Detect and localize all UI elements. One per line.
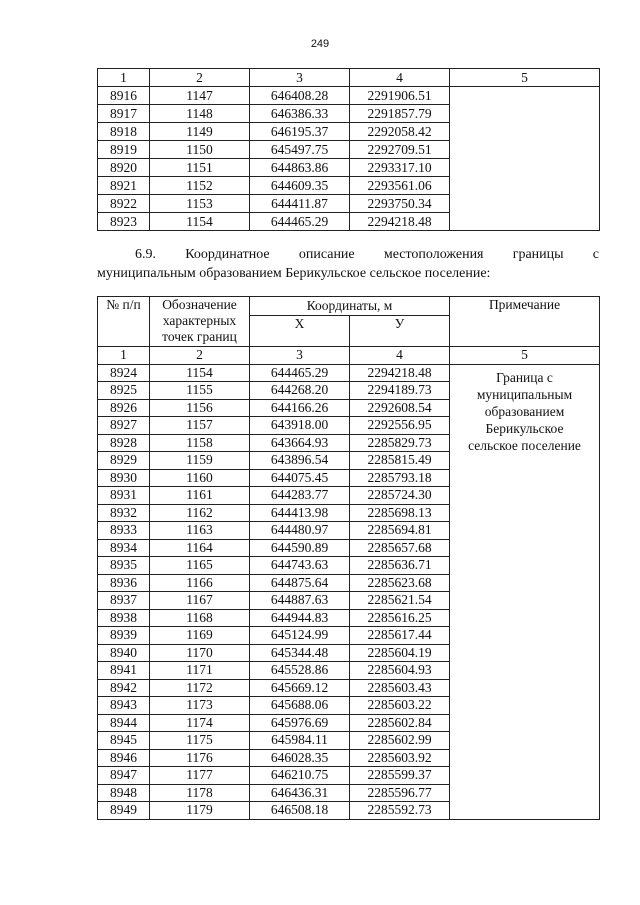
row-number: 8924	[98, 364, 150, 382]
row-number: 8938	[98, 609, 150, 627]
coord-x: 645528.86	[250, 662, 350, 680]
row-number: 8921	[98, 177, 150, 195]
coord-y: 2293561.06	[350, 177, 450, 195]
header-note: Примечание	[450, 297, 600, 347]
point-designation: 1174	[150, 714, 250, 732]
row-number: 8930	[98, 469, 150, 487]
coord-y: 2285621.54	[350, 592, 450, 610]
column-number: 1	[98, 347, 150, 365]
coordinates-table	[97, 296, 600, 820]
note-text: Граница с муниципальным образованием Берикульское сельское поселение	[450, 364, 600, 819]
row-number: 8941	[98, 662, 150, 680]
row-number: 8948	[98, 784, 150, 802]
point-designation: 1172	[150, 679, 250, 697]
point-designation: 1177	[150, 767, 250, 785]
point-designation: 1176	[150, 749, 250, 767]
coord-x: 645124.99	[250, 627, 350, 645]
row-number: 8937	[98, 592, 150, 610]
coord-y: 2292058.42	[350, 123, 450, 141]
point-designation: 1147	[150, 87, 250, 105]
point-designation: 1179	[150, 802, 250, 820]
row-number: 8932	[98, 504, 150, 522]
coord-x: 645669.12	[250, 679, 350, 697]
coord-x: 643918.00	[250, 417, 350, 435]
point-designation: 1148	[150, 105, 250, 123]
coord-x: 644480.97	[250, 522, 350, 540]
row-number: 8947	[98, 767, 150, 785]
coord-y: 2285657.68	[350, 539, 450, 557]
coord-y: 2291906.51	[350, 87, 450, 105]
row-number: 8935	[98, 557, 150, 575]
coord-x: 644166.26	[250, 399, 350, 417]
point-designation: 1151	[150, 159, 250, 177]
row-number: 8936	[98, 574, 150, 592]
row-number: 8940	[98, 644, 150, 662]
heading-word: 6.9.	[135, 247, 156, 262]
row-number: 8923	[98, 213, 150, 231]
point-designation: 1161	[150, 487, 250, 505]
coord-x: 643896.54	[250, 452, 350, 470]
coord-x: 644609.35	[250, 177, 350, 195]
coordinates-table-continuation	[97, 68, 600, 231]
coord-y: 2285724.30	[350, 487, 450, 505]
row-number: 8926	[98, 399, 150, 417]
coord-y: 2294218.48	[350, 364, 450, 382]
coord-y: 2285603.92	[350, 749, 450, 767]
row-number: 8927	[98, 417, 150, 435]
coord-y: 2285596.77	[350, 784, 450, 802]
point-designation: 1150	[150, 141, 250, 159]
column-number: 2	[150, 69, 250, 87]
section-heading-line2: муниципальным образованием Берикульское сельское поселение:	[97, 266, 491, 281]
page-number: 249	[310, 38, 330, 50]
coord-y: 2285616.25	[350, 609, 450, 627]
row-number: 8934	[98, 539, 150, 557]
heading-word: описание	[298, 247, 355, 262]
point-designation: 1157	[150, 417, 250, 435]
coord-y: 2292556.95	[350, 417, 450, 435]
table-row	[98, 87, 600, 105]
row-number: 8945	[98, 732, 150, 750]
coord-x: 644465.29	[250, 213, 350, 231]
row-number: 8920	[98, 159, 150, 177]
coord-y: 2285623.68	[350, 574, 450, 592]
column-number-row	[98, 347, 600, 365]
coord-x: 644413.98	[250, 504, 350, 522]
coord-x: 646195.37	[250, 123, 350, 141]
header-x: X	[250, 316, 350, 347]
point-designation: 1152	[150, 177, 250, 195]
coord-x: 643664.93	[250, 434, 350, 452]
note-cell	[450, 87, 600, 231]
point-designation: 1158	[150, 434, 250, 452]
row-number: 8917	[98, 105, 150, 123]
row-number: 8919	[98, 141, 150, 159]
row-number: 8942	[98, 679, 150, 697]
header-y: У	[350, 316, 450, 347]
row-number: 8928	[98, 434, 150, 452]
column-number: 3	[250, 69, 350, 87]
coord-y: 2285636.71	[350, 557, 450, 575]
row-number: 8933	[98, 522, 150, 540]
coord-y: 2285602.99	[350, 732, 450, 750]
coord-x: 644887.63	[250, 592, 350, 610]
header-num: № п/п	[98, 297, 150, 347]
row-number: 8944	[98, 714, 150, 732]
coord-x: 645984.11	[250, 732, 350, 750]
point-designation: 1178	[150, 784, 250, 802]
header-coordinates: Координаты, м	[250, 297, 450, 316]
coord-x: 646210.75	[250, 767, 350, 785]
row-number: 8929	[98, 452, 150, 470]
coord-x: 644268.20	[250, 382, 350, 400]
column-number: 2	[150, 347, 250, 365]
heading-word: границы	[512, 247, 564, 262]
column-number: 4	[350, 69, 450, 87]
heading-word: Координатное	[185, 247, 270, 262]
coord-x: 646028.35	[250, 749, 350, 767]
coord-x: 644283.77	[250, 487, 350, 505]
point-designation: 1171	[150, 662, 250, 680]
heading-word: с	[592, 247, 599, 262]
point-designation: 1153	[150, 195, 250, 213]
column-number: 1	[98, 69, 150, 87]
row-number: 8931	[98, 487, 150, 505]
coord-x: 644743.63	[250, 557, 350, 575]
coord-x: 644875.64	[250, 574, 350, 592]
coord-y: 2285602.84	[350, 714, 450, 732]
coord-y: 2292608.54	[350, 399, 450, 417]
coord-x: 644411.87	[250, 195, 350, 213]
point-designation: 1159	[150, 452, 250, 470]
coord-x: 645688.06	[250, 697, 350, 715]
coord-x: 646508.18	[250, 802, 350, 820]
coord-y: 2285592.73	[350, 802, 450, 820]
coord-y: 2285694.81	[350, 522, 450, 540]
section-heading	[97, 245, 599, 283]
coord-y: 2285829.73	[350, 434, 450, 452]
row-number: 8918	[98, 123, 150, 141]
coord-y: 2285603.22	[350, 697, 450, 715]
coord-x: 644590.89	[250, 539, 350, 557]
point-designation: 1169	[150, 627, 250, 645]
coord-y: 2285793.18	[350, 469, 450, 487]
coord-y: 2293317.10	[350, 159, 450, 177]
row-number: 8916	[98, 87, 150, 105]
coord-y: 2285815.49	[350, 452, 450, 470]
point-designation: 1162	[150, 504, 250, 522]
column-number: 5	[450, 69, 600, 87]
coord-y: 2292709.51	[350, 141, 450, 159]
point-designation: 1167	[150, 592, 250, 610]
row-number: 8922	[98, 195, 150, 213]
table-row	[98, 364, 600, 382]
column-number: 5	[450, 347, 600, 365]
point-designation: 1166	[150, 574, 250, 592]
point-designation: 1175	[150, 732, 250, 750]
coord-y: 2294189.73	[350, 382, 450, 400]
coord-x: 646408.28	[250, 87, 350, 105]
point-designation: 1165	[150, 557, 250, 575]
coord-y: 2285599.37	[350, 767, 450, 785]
coord-y: 2291857.79	[350, 105, 450, 123]
coord-x: 644075.45	[250, 469, 350, 487]
point-designation: 1155	[150, 382, 250, 400]
column-number: 4	[350, 347, 450, 365]
coord-x: 645976.69	[250, 714, 350, 732]
coord-y: 2293750.34	[350, 195, 450, 213]
coord-y: 2285698.13	[350, 504, 450, 522]
header-designation: Обозначение характерных точек границ	[150, 297, 250, 347]
row-number: 8939	[98, 627, 150, 645]
coord-x: 645497.75	[250, 141, 350, 159]
point-designation: 1173	[150, 697, 250, 715]
point-designation: 1163	[150, 522, 250, 540]
column-number: 3	[250, 347, 350, 365]
coord-x: 644465.29	[250, 364, 350, 382]
coord-x: 644944.83	[250, 609, 350, 627]
coord-y: 2285604.93	[350, 662, 450, 680]
row-number: 8949	[98, 802, 150, 820]
point-designation: 1149	[150, 123, 250, 141]
coord-x: 644863.86	[250, 159, 350, 177]
coord-y: 2285604.19	[350, 644, 450, 662]
coord-x: 645344.48	[250, 644, 350, 662]
row-number: 8943	[98, 697, 150, 715]
point-designation: 1168	[150, 609, 250, 627]
coord-x: 646436.31	[250, 784, 350, 802]
coord-y: 2285603.43	[350, 679, 450, 697]
column-number-row	[98, 69, 600, 87]
row-number: 8946	[98, 749, 150, 767]
point-designation: 1154	[150, 364, 250, 382]
coord-x: 646386.33	[250, 105, 350, 123]
point-designation: 1170	[150, 644, 250, 662]
coord-y: 2285617.44	[350, 627, 450, 645]
heading-word: местоположения	[383, 247, 484, 262]
point-designation: 1154	[150, 213, 250, 231]
coord-y: 2294218.48	[350, 213, 450, 231]
point-designation: 1156	[150, 399, 250, 417]
row-number: 8925	[98, 382, 150, 400]
point-designation: 1164	[150, 539, 250, 557]
point-designation: 1160	[150, 469, 250, 487]
